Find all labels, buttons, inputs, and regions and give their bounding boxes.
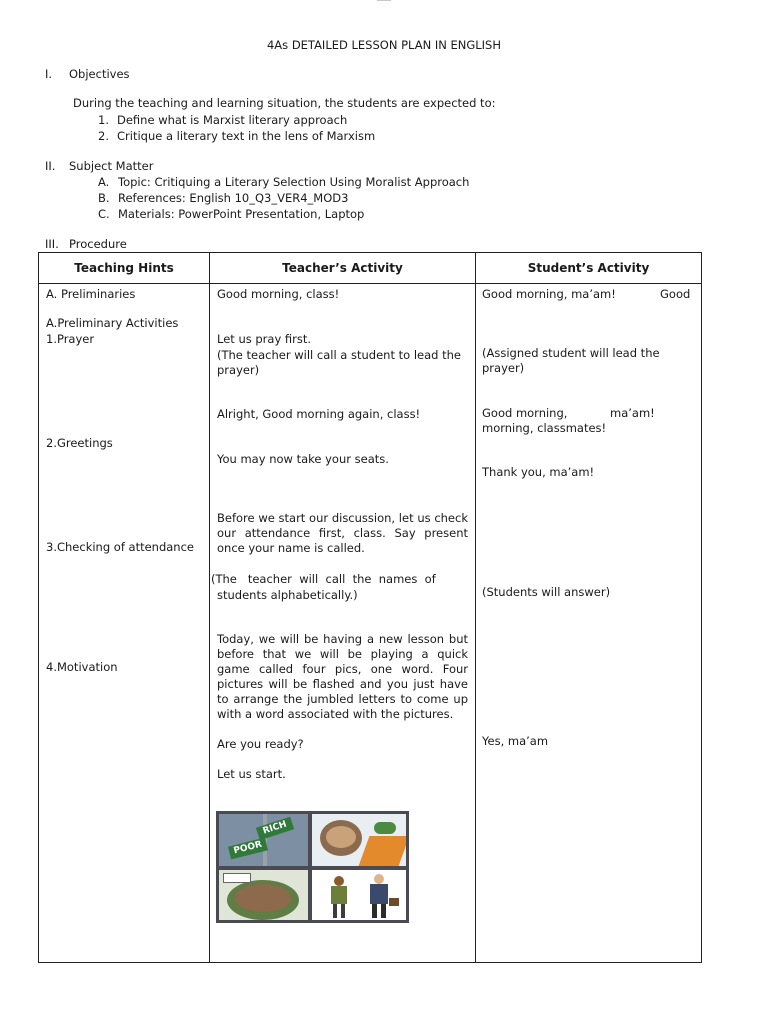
objectives-heading: Objectives <box>69 67 130 81</box>
teaching-hints-cell <box>39 284 210 963</box>
teacher-call-names-line-1: (The teacher will call the names of <box>211 572 436 586</box>
hint-prayer: 1.Prayer <box>46 332 95 346</box>
hint-preliminary-activities: A.Preliminary Activities <box>46 316 179 330</box>
teacher-pray-line-2: (The teacher will call a student to lead the <box>217 348 461 362</box>
objectives-intro: During the teaching and learning situation, the students are expected to: <box>73 96 496 110</box>
objective-number-1: 1. <box>98 113 109 127</box>
header-teaching-hints: Teaching Hints <box>39 253 210 284</box>
teacher-are-you-ready: Are you ready? <box>217 737 304 751</box>
header-student-activity: Student’s Activity <box>476 253 702 284</box>
teacher-greet-again: Alright, Good morning again, class! <box>217 407 421 421</box>
hint-greetings: 2.Greetings <box>46 436 113 450</box>
procedure-body-row <box>39 284 702 963</box>
subject-matter-heading: Subject Matter <box>69 159 154 173</box>
procedure-table <box>38 252 702 963</box>
teacher-call-names-line-2: students alphabetically.) <box>217 588 358 602</box>
teacher-pray-line-3: prayer) <box>217 363 260 377</box>
poor-sign: POOR <box>228 838 268 860</box>
objective-item-2: Critique a literary text in the lens of Marxism <box>117 129 376 143</box>
crowd-cartoon-picture <box>312 814 406 866</box>
procedure-header-row <box>39 253 702 284</box>
student-reply-1a: Good morning, ma’am! <box>482 287 616 301</box>
student-yes: Yes, ma’am <box>482 734 549 748</box>
hint-attendance: 3.Checking of attendance <box>46 540 194 554</box>
teacher-pray-line-1: Let us pray first. <box>217 332 312 346</box>
header-teacher-activity: Teacher’s Activity <box>210 253 476 284</box>
hint-preliminaries: A. Preliminaries <box>46 287 136 301</box>
subject-letter-c: C. <box>98 207 110 221</box>
student-activity-cell <box>476 284 702 963</box>
student-reply-1b: Good <box>660 287 691 301</box>
page-top-mark <box>377 0 391 1</box>
rich-poor-signs-picture <box>219 814 308 866</box>
objective-item-1: Define what is Marxist literary approach <box>117 113 348 127</box>
globe-cartoon-picture <box>219 870 308 920</box>
procedure-heading: Procedure <box>69 237 127 251</box>
subject-references: References: English 10_Q3_VER4_MOD3 <box>118 191 349 205</box>
subject-letter-b: B. <box>98 191 110 205</box>
four-pics-collage <box>216 811 409 923</box>
student-reply-2a: Good morning, <box>482 406 568 420</box>
rich-sign: RICH <box>256 817 294 840</box>
student-assigned-line-1: (Assigned student will lead the <box>482 346 660 360</box>
hint-motivation: 4.Motivation <box>46 660 118 674</box>
procedure-numeral: III. <box>45 237 59 251</box>
objective-number-2: 2. <box>98 129 109 143</box>
teacher-let-us-start: Let us start. <box>217 767 286 781</box>
subject-letter-a: A. <box>98 175 110 189</box>
student-reply-2b: ma’am! <box>610 406 655 420</box>
teacher-take-seats: You may now take your seats. <box>217 452 389 466</box>
teacher-motivation-paragraph: Today, we will be having a new lesson but before that we will be playing a quick game called four pics, one word. Four pictures will be flashed and you just have to arrange the jumbled letters to come up with a word associated with the pictures. <box>217 632 468 721</box>
subject-topic: Topic: Critiquing a Literary Selection Using Moralist Approach <box>118 175 470 189</box>
teacher-attendance-paragraph: Before we start our discussion, let us check our attendance first, class. Say present once your name is called. <box>217 511 468 555</box>
teacher-good-morning: Good morning, class! <box>217 287 340 301</box>
teacher-activity-cell <box>210 284 476 963</box>
student-reply-2-line-2: morning, classmates! <box>482 421 607 435</box>
document-title: 4As DETAILED LESSON PLAN IN ENGLISH <box>266 38 501 52</box>
objectives-numeral: I. <box>45 67 53 81</box>
subject-materials: Materials: PowerPoint Presentation, Laptop <box>118 207 365 221</box>
student-thanks: Thank you, ma’am! <box>482 465 595 479</box>
student-answer: (Students will answer) <box>482 585 611 599</box>
two-men-picture <box>312 870 406 920</box>
subject-matter-numeral: II. <box>45 159 56 173</box>
student-assigned-line-2: prayer) <box>482 361 525 375</box>
